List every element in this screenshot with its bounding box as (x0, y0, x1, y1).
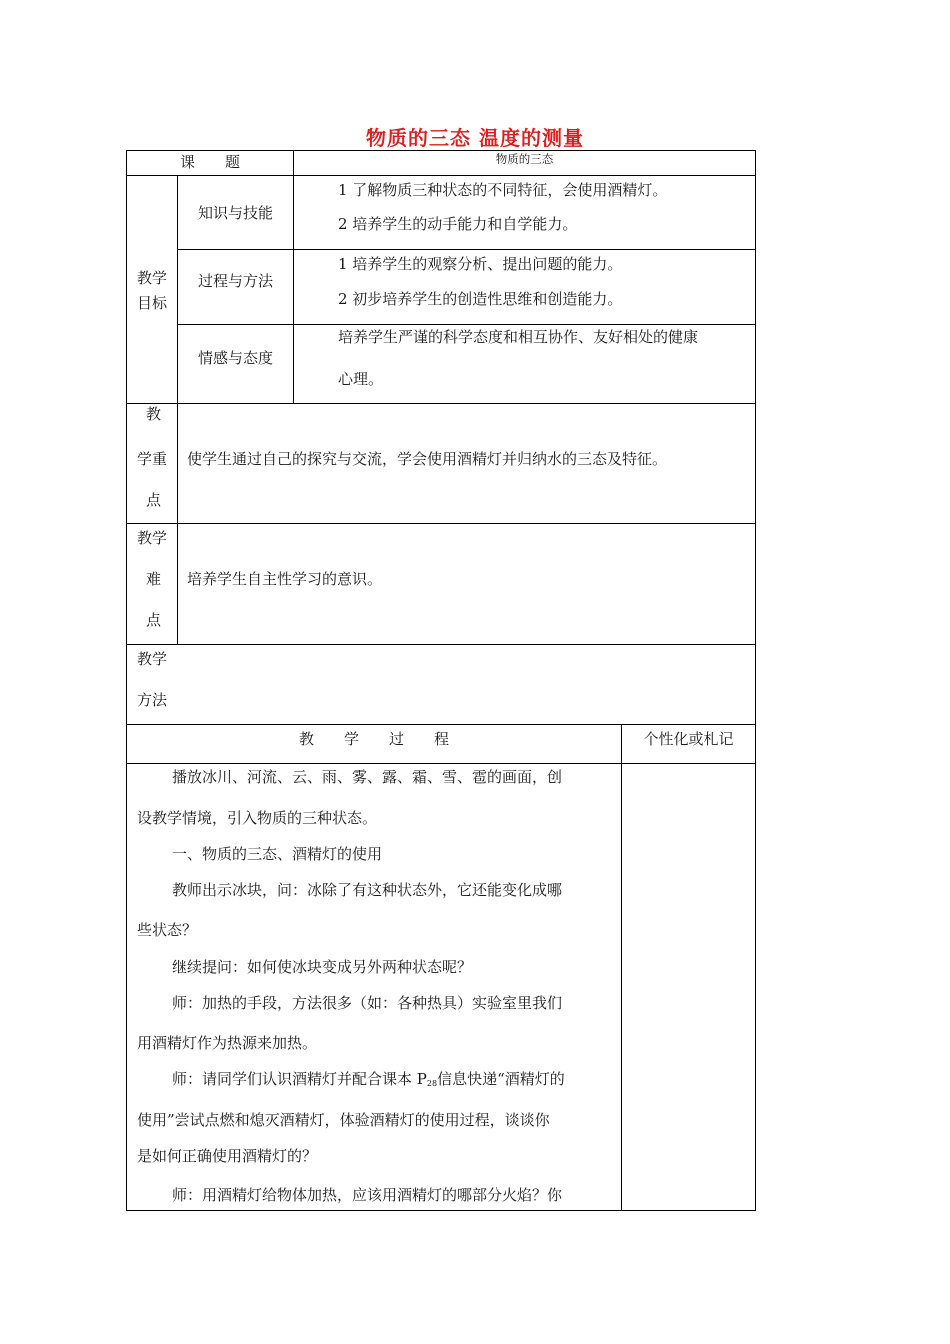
table-rule (126, 1210, 756, 1211)
table-rule (177, 175, 178, 645)
body-line: 继续提问：如何使冰块变成另外两种状态呢？ (172, 958, 473, 976)
body-line: 设教学情境，引入物质的三种状态。 (137, 809, 378, 827)
process-label: 过程与方法 (197, 272, 273, 290)
difficulty-label: 点 (146, 611, 162, 629)
body-line: 师：用酒精灯给物体加热，应该用酒精灯的哪部分火焰？你 (172, 1186, 563, 1204)
body-line: 教师出示冰块，问：冰除了有这种状态外，它还能变化成哪 (172, 881, 563, 899)
table-rule (621, 724, 622, 1211)
process-item: 2 初步培养学生的创造性思维和创造能力。 (338, 290, 623, 308)
body-line: 些状态？ (137, 921, 198, 939)
body-line-part: 信息快递“酒精灯的 (437, 1070, 565, 1088)
table-rule (177, 324, 756, 325)
emotion-text: 培养学生严谨的科学态度和相互协作、友好相处的健康 (338, 328, 699, 346)
course-value: 物质的三态 (495, 152, 554, 166)
table-rule (126, 763, 756, 764)
difficulty-label: 教学 (137, 529, 168, 547)
body-line: 师：加热的手段，方法很多（如：各种热具）实验室里我们 (172, 994, 563, 1012)
body-line: 一、物质的三态、酒精灯的使用 (172, 845, 383, 863)
emotion-label: 情感与态度 (197, 349, 273, 367)
body-line-part: 师：请同学们认识酒精灯并配合课本 P (172, 1070, 427, 1088)
document-title: 物质的三态 温度的测量 (366, 126, 584, 150)
body-line: 播放冰川、河流、云、雨、雾、露、霜、雪、雹的画面，创 (172, 768, 563, 786)
process-item: 1 培养学生的观察分析、提出问题的能力。 (338, 255, 623, 273)
table-rule (177, 249, 756, 250)
notes-header: 个性化或札记 (643, 730, 734, 748)
objectives-label: 目标 (136, 294, 167, 312)
table-rule (126, 644, 756, 645)
emotion-text: 心理。 (338, 370, 384, 388)
knowledge-item: 2 培养学生的动手能力和自学能力。 (338, 215, 578, 233)
method-label: 教学 (137, 650, 168, 668)
table-rule (293, 150, 294, 404)
body-line: 使用”尝试点燃和熄灭酒精灯，体验酒精灯的使用过程，谈谈你 (137, 1111, 550, 1129)
focus-label: 学重 (137, 450, 168, 468)
process-header: 教 学 过 程 (298, 730, 449, 748)
knowledge-label: 知识与技能 (197, 204, 273, 222)
table-rule (126, 175, 756, 176)
page-subscript: 28 (426, 1079, 438, 1088)
course-label: 课 题 (179, 153, 240, 171)
difficulty-label: 难 (146, 570, 162, 588)
table-rule (126, 724, 756, 725)
body-line: 用酒精灯作为热源来加热。 (137, 1034, 318, 1052)
focus-label: 教 (146, 405, 162, 423)
body-line (172, 1069, 565, 1094)
body-line: 是如何正确使用酒精灯的？ (137, 1147, 318, 1165)
objectives-label: 教学 (136, 269, 167, 287)
focus-text: 使学生通过自己的探究与交流，学会使用酒精灯并归纳水的三态及特征。 (187, 450, 668, 468)
focus-label: 点 (146, 491, 162, 509)
knowledge-item: 1 了解物质三种状态的不同特征，会使用酒精灯。 (338, 181, 668, 199)
difficulty-text: 培养学生自主性学习的意识。 (187, 570, 383, 588)
table-rule (126, 523, 756, 524)
table-rule (755, 150, 756, 1211)
table-rule (126, 403, 756, 404)
method-label: 方法 (137, 691, 168, 709)
